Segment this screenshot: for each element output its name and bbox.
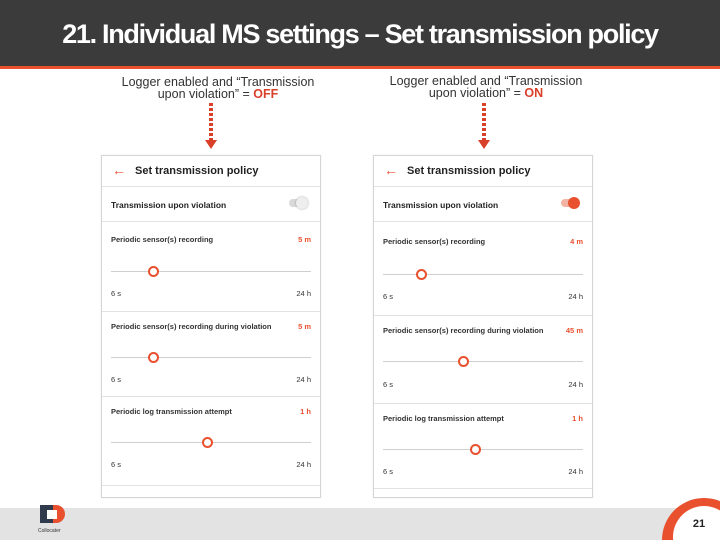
slider-thumb[interactable] — [458, 356, 469, 367]
title-accent-line — [0, 66, 720, 69]
slider-thumb[interactable] — [416, 269, 427, 280]
toggle-knob — [296, 197, 308, 209]
setting-row — [102, 313, 320, 397]
slider-max-label: 24 h — [568, 292, 583, 301]
caption-left-line2 — [78, 88, 358, 100]
caption-left-state: OFF — [253, 87, 279, 101]
setting-row — [102, 226, 320, 312]
setting-label: Periodic sensor(s) recording during violation — [383, 326, 544, 335]
setting-value: 5 m — [298, 322, 311, 331]
slider-min-label: 6 s — [383, 380, 394, 389]
slider-min-label: 6 s — [111, 460, 122, 469]
setting-value: 1 h — [572, 414, 583, 423]
panel-title: Set transmission policy — [135, 165, 259, 177]
setting-label: Periodic sensor(s) recording — [111, 235, 214, 244]
slider-thumb[interactable] — [470, 444, 481, 455]
arrow-left-icon[interactable]: ← — [384, 162, 398, 178]
slide-title: 21. Individual MS settings – Set transmission policy — [62, 19, 658, 49]
caption-right — [346, 75, 626, 99]
slider-min-label: 6 s — [111, 375, 122, 384]
slider-max-label: 24 h — [568, 467, 583, 476]
dotted-arrow-down-icon — [478, 103, 490, 149]
phone-panel-left — [101, 155, 321, 498]
slider-thumb[interactable] — [202, 437, 213, 448]
transmission-toggle[interactable] — [561, 199, 579, 207]
dotted-arrow-down-icon — [205, 103, 217, 149]
logo-text: Collocater — [38, 528, 61, 534]
slider-track[interactable] — [111, 271, 311, 272]
slider-max-label: 24 h — [296, 289, 311, 298]
page-number: 21 — [692, 518, 706, 530]
panel-title: Set transmission policy — [407, 165, 531, 177]
slider-track[interactable] — [383, 361, 583, 362]
transmission-toggle[interactable] — [289, 199, 307, 207]
slider-max-label: 24 h — [568, 380, 583, 389]
caption-right-line1: Logger enabled and “Transmission — [389, 74, 583, 88]
slider-min-label: 6 s — [111, 289, 122, 298]
toggle-label: Transmission upon violation — [383, 200, 499, 210]
setting-row — [374, 405, 592, 489]
panel-header — [102, 156, 320, 187]
slider-track[interactable] — [111, 357, 311, 358]
caption-right-line2 — [346, 87, 626, 99]
arrow-left-icon[interactable]: ← — [112, 162, 126, 178]
setting-value: 5 m — [298, 235, 311, 244]
toggle-knob — [568, 197, 580, 209]
phone-panel-right — [373, 155, 593, 498]
slider-min-label: 6 s — [383, 292, 394, 301]
caption-left — [78, 76, 358, 100]
slider-max-label: 24 h — [296, 375, 311, 384]
caption-left-line1: Logger enabled and “Transmission — [121, 75, 315, 89]
slider-track[interactable] — [383, 449, 583, 450]
slider-track[interactable] — [111, 442, 311, 443]
slider-max-label: 24 h — [296, 460, 311, 469]
setting-value: 4 m — [570, 237, 583, 246]
slider-thumb[interactable] — [148, 266, 159, 277]
setting-row — [374, 317, 592, 404]
setting-label: Periodic sensor(s) recording — [383, 237, 486, 246]
footer-bar — [0, 508, 720, 540]
setting-label: Periodic log transmission attempt — [111, 407, 232, 416]
setting-row — [102, 398, 320, 486]
setting-label: Periodic log transmission attempt — [383, 414, 504, 423]
slider-track[interactable] — [383, 274, 583, 275]
toggle-row — [374, 187, 592, 222]
slider-min-label: 6 s — [383, 467, 394, 476]
setting-value: 1 h — [300, 407, 311, 416]
slider-thumb[interactable] — [148, 352, 159, 363]
caption-right-prefix: upon violation” = — [428, 86, 525, 100]
caption-left-prefix: upon violation” = — [157, 87, 254, 101]
panel-header — [374, 156, 592, 187]
toggle-label: Transmission upon violation — [111, 200, 227, 210]
setting-label: Periodic sensor(s) recording during violation — [111, 322, 272, 331]
setting-value: 45 m — [565, 326, 583, 335]
caption-right-state: ON — [524, 86, 544, 100]
toggle-row — [102, 187, 320, 222]
setting-row — [374, 228, 592, 316]
